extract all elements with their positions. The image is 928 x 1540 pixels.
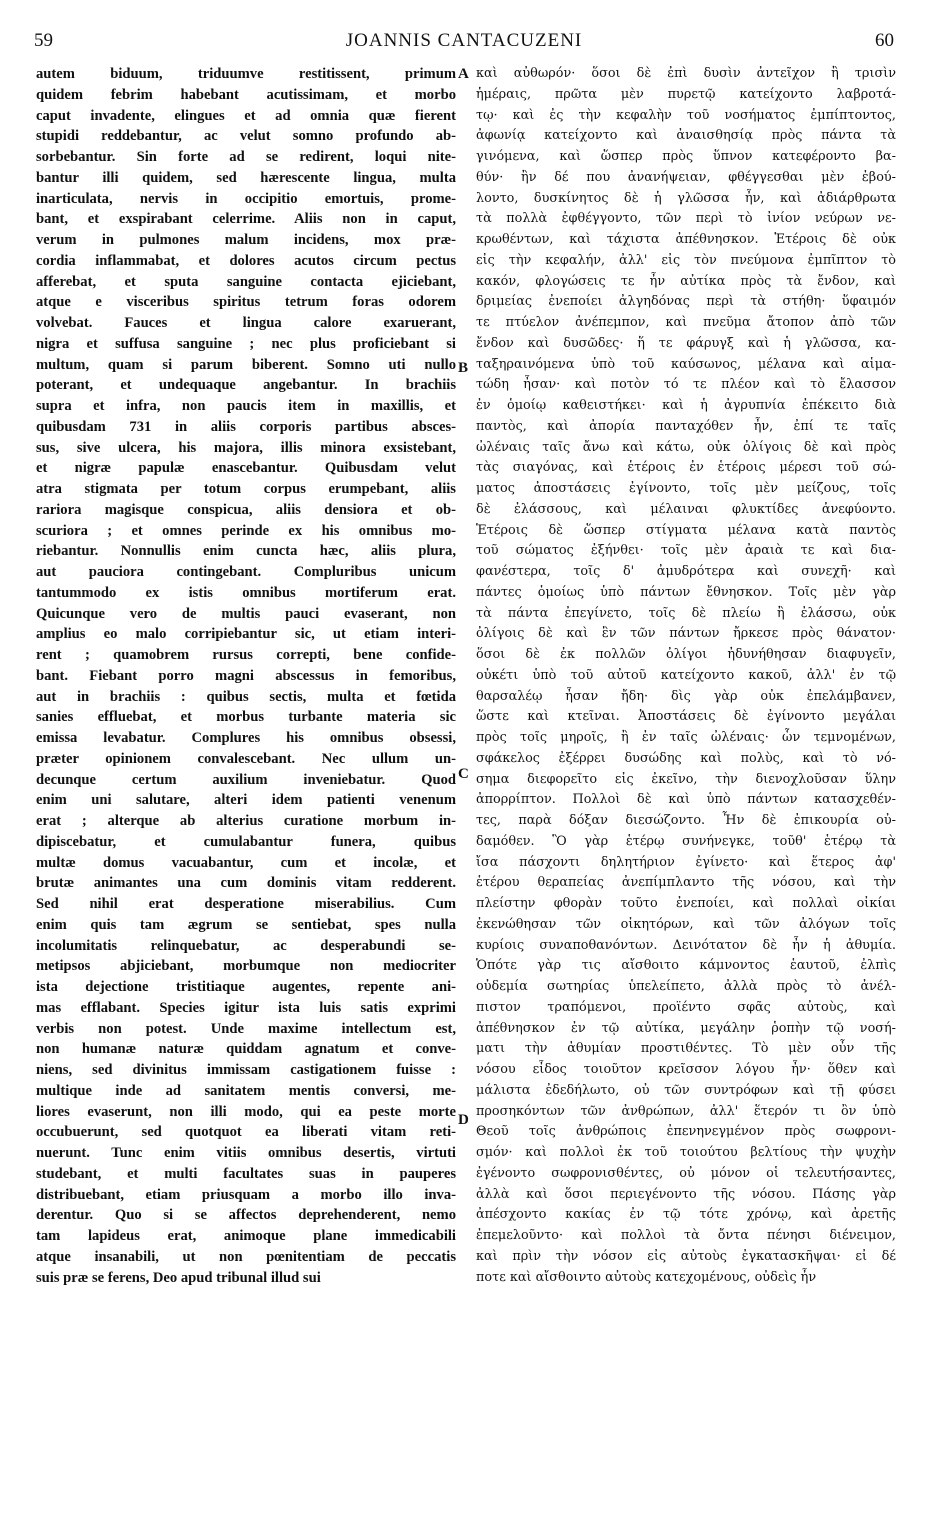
greek-text-line: ἀπορρίπτον. Πολλοὶ δὲ καὶ ὑπὸ πάντων κατασχεθέν- (476, 792, 896, 808)
latin-text-line: poterant, et undequaque angebantur. In brachiis (36, 377, 456, 394)
section-marker-c: C (458, 766, 469, 782)
latin-text-line: non humanæ naturæ quiddam agnatum et conve- (36, 1041, 456, 1058)
greek-text-line: πρὸς τοῖς μηροῖς, ἢ ἐν ταῖς ὠλέναις· ὧν τεμνομένων, (476, 730, 896, 745)
latin-text-line: studebant, et multi facultates suas in pauperes (36, 1165, 456, 1182)
latin-text-line: quidem febrim habebant acutissimam, et morbo (36, 86, 456, 103)
latin-text-line: multæ domus vacuabantur, cum et incolæ, et (36, 854, 456, 871)
latin-text-line: tantummodo ex istis omnibus mortiferum erat. (36, 584, 456, 601)
latin-text-line: multum, quam si parum biberent. Somno uti nullo (36, 356, 456, 373)
latin-text-line: riebantur. Nonnullis enim cuncta hæc, aliis plura, (36, 543, 456, 560)
greek-text-line: τες, παρὰ δόξαν διεσώζοντο. Ἦν δὲ ἐπικουρία οὐ- (476, 813, 896, 828)
latin-text-line: Sed nihil erat desperatione miserabilius. Cum (36, 896, 456, 912)
latin-text-line: incolumitatis relinquebatur, ac desperabundi se- (36, 937, 456, 954)
latin-text-line: atque e visceribus spiritus tetrum foras odorem (36, 294, 456, 311)
greek-text-line: τὰ πάντα ἐπεγίνετο, τοῖς δὲ πλείω ἢ ἐλάσσω, οὐκ (476, 605, 896, 621)
greek-text-line: γινόμενα, καὶ ὥσπερ πρὸς ὕπνον κατεφέροντο βα- (476, 149, 896, 164)
greek-text-line: ὀλίγοις δὲ καὶ ἓν τῶν πάντων ἤρκεσε πρὸς θάνατον· (476, 626, 896, 642)
latin-text-line: emissa levabatur. Complures his omnibus obsessi, (36, 730, 456, 746)
greek-text-line: τώδη ἦσαν· καὶ ποτὸν τό τε πλέον καὶ τὸ ἔλασσον (476, 377, 896, 393)
greek-text-line: ἡμέραις, πρῶτα μὲν πυρετῷ κατείχοντο λαβροτά- (476, 86, 896, 102)
greek-text-line: θύν· ἢν δέ που ἀνανήψειαν, φθέγγεσθαι μὲν ἐβού- (476, 169, 896, 185)
greek-text-line: κρωθέντων, καὶ τάχιστα ἀπέθνησκον. Ἑτέροις δὲ οὐκ (476, 232, 896, 247)
greek-text-line: σφάκελος ἐξέρρει δυσώδης καὶ πολὺς, καὶ τὸ νό- (476, 750, 896, 766)
latin-text-line: aut pauciora contingebant. Compluribus unicum (36, 564, 456, 580)
latin-text-line: supra et infra, non paucis item in maxillis, et (36, 398, 456, 414)
greek-text-line: νόσου εἶδος τοιοῦτον κρεῖσσον λόγου ἦν· ὅθεν καὶ (476, 1062, 896, 1077)
greek-text-line: ἀφωνίᾳ κατείχοντο καὶ ἀναισθησίᾳ πρὸς πάντα τὰ (476, 128, 896, 144)
latin-text-line: stupidi reddebantur, ac velut somno profundo ab- (36, 128, 456, 145)
latin-text-line: distribuebant, etiam priusquam a morbo illo inva- (36, 1186, 456, 1203)
latin-text-line: nigra et suffusa sanguine ; nec plus proficiebant si (36, 335, 456, 352)
greek-text-line: δὲ ἐλάσσους, καὶ μέλαιναι φλυκτίδες ἀνεφύοντο. (476, 501, 896, 517)
greek-text-line: ματος ἀποστάσεις ἐγίνοντο, τοῖς μὲν μείζους, τοῖς (476, 481, 896, 496)
latin-text-line: tam lapideus erat, animoque plane immedicabili (36, 1228, 456, 1244)
greek-text-line: οὐδεμία σωτηρίας ὑπελείπετο, ἀλλὰ πρὸς τὸ ἀνέλ- (476, 979, 896, 994)
greek-text-line: προσηκόντων τῶν ἀνθρώπων, ἀλλ' ἕτερόν τι ὂν ὑπὸ (476, 1103, 896, 1119)
greek-text-line: πιστον τραπόμενοι, προϊέντο σφᾶς αὐτοὺς, καὶ (476, 999, 896, 1015)
greek-text-line: ἐγένοντο σωφρονισθέντες, οὐ μόνον οἱ τελευτήσαντες, (476, 1165, 896, 1181)
greek-text-line: ὥστε καὶ κτεῖναι. Ἀποστάσεις δὲ ἐγίνοντο μεγάλαι (476, 709, 896, 725)
latin-text-line: bantur illi quidem, sed hærescente lingua, multa (36, 169, 456, 186)
greek-text-line: ποτε καὶ αἴσθοιντο αὐτοὺς κατεχομένους, οὐδεὶς ἦν (476, 1269, 817, 1285)
greek-text-line: δριμείας ἐνεποίει ἀλγηδόνας περὶ τὰ στήθη· ὕφαιμόν (476, 294, 896, 310)
greek-text-line: τὰς σιαγόνας, καὶ ἑτέροις ἐν ἑτέροις μέρεσι τοῦ σώ- (476, 460, 896, 476)
greek-text-line: παντὸς, καὶ ἀπορία πανταχόθεν ἦν, ἐπί τε ταῖς (476, 418, 896, 434)
greek-text-line: ἀλλὰ καὶ ὅσοι περιεγένοντο τῆς νόσου. Πάσης γὰρ (476, 1186, 896, 1202)
greek-text-line: δαμόθεν. Ὃ γὰρ ἑτέρῳ συνήνεγκε, τοῦθ' ἑτέρῳ τὰ (476, 833, 896, 849)
latin-text-line: et nigræ papulæ enascebantur. Quibusdam velut (36, 460, 456, 477)
greek-text-line: σμόν· καὶ πολλοὶ ἐκ τοῦ τοιούτου βελτίους τὴν ψυχὴν (476, 1145, 896, 1160)
latin-text-line: verum in pulmones malum incidens, mox præ- (36, 232, 456, 248)
latin-text-line: Quicunque vero de multis pauci evaserant, non (36, 605, 456, 622)
greek-text-line: θαρσαλέῳ ἦσαν ἤδη· δὶς γὰρ οὐκ ἐπελάμβανεν, (476, 688, 896, 704)
greek-text-line: κακόν, φλογώσεις τε ἦν αὐτίκα πρὸς τὰ ἔνδον, καὶ (476, 273, 896, 289)
greek-text-line: τὰ πολλὰ ἐφθέγγοντο, τῶν περὶ τὸ ἰνίον νεύρων νε- (476, 211, 896, 227)
latin-text-line: rent ; quamobrem rursus correpti, bene confide- (36, 647, 456, 663)
greek-text-line: ἐκενώθησαν τῶν οἰκητόρων, καὶ τῶν ἀλόγων τοῖς (476, 916, 896, 932)
greek-text-line: ματι τὴν ἀθυμίαν προστιθέντες. Τὸ μὲν οὖν τῆς (476, 1041, 896, 1057)
greek-text-line: κυρίοις συναποθανόντων. Δεινότατον δὲ ἦν ἡ ἀθυμία. (476, 937, 896, 953)
latin-text-line: sus, sive ulcera, his majora, illis minora exsistebant, (36, 439, 456, 456)
latin-text-line: sorbebantur. Sin forte ad se redirent, loqui nite- (36, 149, 456, 165)
page-number-left: 59 (34, 30, 53, 51)
greek-text-line: ἑτέρου θεραπείας ἀνεπίμπλαντο τῆς νόσου, καὶ τὴν (476, 875, 896, 891)
latin-text-line: verbis non potest. Unde maxime intellectum est, (36, 1020, 456, 1037)
latin-text-line: nuerunt. Tunc enim vitiis omnibus desertis, virtuti (36, 1145, 456, 1161)
latin-text-line: ista dejectione tristitiaque augentes, repente ani- (36, 979, 456, 995)
greek-text-line: καὶ πρὶν τὴν νόσον εἰς αὐτοὺς ἐγκατασκῆψαι· εἰ δέ (476, 1248, 896, 1264)
latin-text-line: dipiscebatur, et cumulabantur funera, quibus (36, 833, 456, 850)
latin-text-line: præter opinionem convalescebant. Nec ullum un- (36, 750, 456, 767)
latin-text-line: cordia inflammabat, et dolores acutos circum pectus (36, 252, 456, 269)
latin-text-line: inarticulata, nervis in occipitio emortuis, prome- (36, 190, 456, 207)
greek-text-line: οὐκέτι ὑπὸ τοῦ αὐτοῦ κατείχοντο κακοῦ, ἀλλ' ἐν τῷ (476, 667, 896, 683)
latin-text-line: niens, sed divinitus immissam castigationem fuisse : (36, 1062, 456, 1078)
greek-text-line: καὶ αὐθωρόν· ὅσοι δὲ ἐπὶ δυσὶν ἀντεῖχον ἢ τρισὶν (476, 66, 896, 81)
section-marker-d: D (458, 1112, 469, 1128)
greek-text-line: Ὁπότε γὰρ τις αἴσθοιτο κάμνοντος ἑαυτοῦ, ἐλπὶς (476, 958, 896, 974)
latin-text-line: afferebat, et sputa sanguine contacta ejiciebant, (36, 273, 456, 290)
section-marker-a: A (458, 66, 469, 82)
greek-text-line: ἀπέθνησκον ἐν τῷ αὐτίκα, μεγάλην ῥοπὴν τῷ νοσή- (476, 1020, 896, 1036)
greek-text-line: πάντες ὁμοίως ὑπὸ πάντων ἔθνησκον. Τοῖς μὲν γὰρ (476, 584, 896, 600)
greek-text-line: λοντο, δυσκίνητος δὲ ἡ γλῶσσα ἦν, καὶ ἀδιάρθρωτα (476, 190, 896, 206)
latin-text-line: bant, et exspirabant celerrime. Aliis non in caput, (36, 211, 456, 228)
greek-text-line: τῳ· καὶ ἐς τὴν κεφαλὴν τοῦ νοσήματος ἐμπίπτοντος, (476, 107, 896, 123)
latin-text-line: occubuerunt, sed quotquot ea liberati vitam reti- (36, 1124, 456, 1141)
greek-text-line: ἐπεμελοῦντο· καὶ πολλοὶ τὰ ὄντα πένησι διένειμον, (476, 1228, 896, 1243)
latin-text-line: caput invadente, elingues et ad omnia quæ fierent (36, 107, 456, 124)
greek-text-line: μάλιστα ἐδεδήλωτο, οὐ τῶν συντρόφων καὶ τῇ φύσει (476, 1082, 896, 1098)
latin-text-line: liores evaserunt, non illi modo, qui ea peste morte (36, 1103, 456, 1120)
latin-text-line: mas efflabant. Species igitur ista luis satis exprimi (36, 999, 456, 1016)
page-header (34, 30, 894, 60)
latin-text-line: multique inde ad sanitatem mentis conversi, me- (36, 1082, 456, 1099)
latin-text-line: scuriora ; et omnes perinde ex his omnibus mo- (36, 522, 456, 539)
latin-text-line: derentur. Quo si se affectos deprehenderent, nemo (36, 1207, 456, 1224)
greek-text-line: ἔνδον καὶ δυσῶδες· ἥ τε φάρυγξ καὶ ἡ γλῶσσα, κα- (476, 335, 896, 351)
latin-text-line: enim quis tam ægrum se sentiebat, spes nulla (36, 916, 456, 933)
greek-text-line: εἰς τὴν κεφαλήν, ἀλλ' εἰς τὸν πνεύμονα ἐμπῖπτον τὸ (476, 252, 896, 268)
latin-text-line: enim uni salutare, alteri idem patienti venenum (36, 792, 456, 809)
greek-column (476, 64, 896, 1288)
greek-text-line: Θεοῦ τοῖς ἀνθρώποις ἐπενηνεγμένον πρὸς σωφρονι- (476, 1124, 896, 1140)
greek-text-line: πλείστην φθορὰν τοῦτο ἐνεποίει, καὶ πολλαὶ οἰκίαι (476, 896, 896, 911)
latin-text-line: bant. Fiebant porro magni abscessus in femoribus, (36, 667, 456, 684)
latin-text-line: sanies effluebat, et morbus turbante materia sic (36, 709, 456, 726)
latin-text-line: autem biduum, triduumve restitissent, primum (36, 66, 456, 82)
latin-text-line: suis præ se ferens, Deo apud tribunal illud sui (36, 1269, 321, 1286)
latin-text-line: atque insanabili, ut non pœnitentiam de peccatis (36, 1248, 456, 1265)
greek-text-line: Ἑτέροις δὲ ὥσπερ στίγματα μέλανα κατὰ παντὸς (476, 522, 896, 538)
latin-text-line: aut in brachiis : quibus sectis, multa et fœtida (36, 688, 456, 705)
greek-text-line: ὅσοι δὲ ἐκ πολλῶν ὀλίγοι ἠδυνήθησαν διαφυγεῖν, (476, 647, 896, 662)
latin-text-line: quibusdam 731 in aliis corporis partibus absces- (36, 418, 456, 435)
latin-text-line: metipsos abjiciebant, morbumque non mediocriter (36, 958, 456, 975)
greek-text-line: ἀπέσχοντο κακίας ἐν τῷ τότε χρόνῳ, καὶ ἀρετῆς (476, 1207, 896, 1223)
greek-text-line: ἴσα πάσχοντι δηλητήριον ἐγίνετο· καὶ ἕτερος ἀφ' (476, 854, 896, 870)
greek-text-line: φανέστερα, τοῖς δ' ἀμυδρότερα καὶ συνεχῆ· καὶ (476, 564, 896, 579)
greek-text-line: τοῦ σώματος ἐξήνθει· τοῖς μὲν ἀραιὰ τε καὶ δια- (476, 543, 896, 559)
greek-text-line: ὠλέναις ταῖς ἄνω καὶ κάτω, οὐκ ὀλίγοις δὲ καὶ πρὸς (476, 439, 896, 455)
latin-text-line: amplius eo malo corripiebantur sic, ut etiam interi- (36, 626, 456, 643)
latin-text-line: brutæ animantes una cum dominis vitam redderent. (36, 875, 456, 892)
greek-text-line: σημα διεφορεῖτο εἰς ἐκεῖνο, τὴν διενοχλοῦσαν ὕλην (476, 771, 896, 787)
section-marker-b: B (458, 360, 469, 376)
running-title: JOANNIS CANTACUZENI (345, 30, 583, 51)
latin-text-line: rariora magisque conspicua, aliis densiora et ob- (36, 501, 456, 518)
latin-text-line: atra stigmata per totum corpus erumpebant, aliis (36, 481, 456, 497)
greek-text-line: τε πτύελον ἀνέπεμπον, καὶ πνεῦμα ἄτοπον ἀπὸ τῶν (476, 315, 896, 330)
latin-text-line: decunque certum auxilium inveniebatur. Quod (36, 771, 456, 788)
latin-column (36, 64, 456, 1288)
page-number-right: 60 (875, 30, 894, 51)
greek-text-line: ἐν ὁμοίῳ καθειστήκει· καὶ ἡ ἀγρυπνία ἐπέκειτο διὰ (476, 398, 896, 413)
greek-text-line: ταξηραινόμενα ὑπὸ τοῦ καύσωνος, μέλανα καὶ αἱμα- (476, 356, 896, 372)
latin-text-line: erat ; alterque ab alterius curatione morbum in- (36, 813, 456, 829)
latin-text-line: volvebat. Fauces et lingua calore exaruerant, (36, 315, 456, 331)
